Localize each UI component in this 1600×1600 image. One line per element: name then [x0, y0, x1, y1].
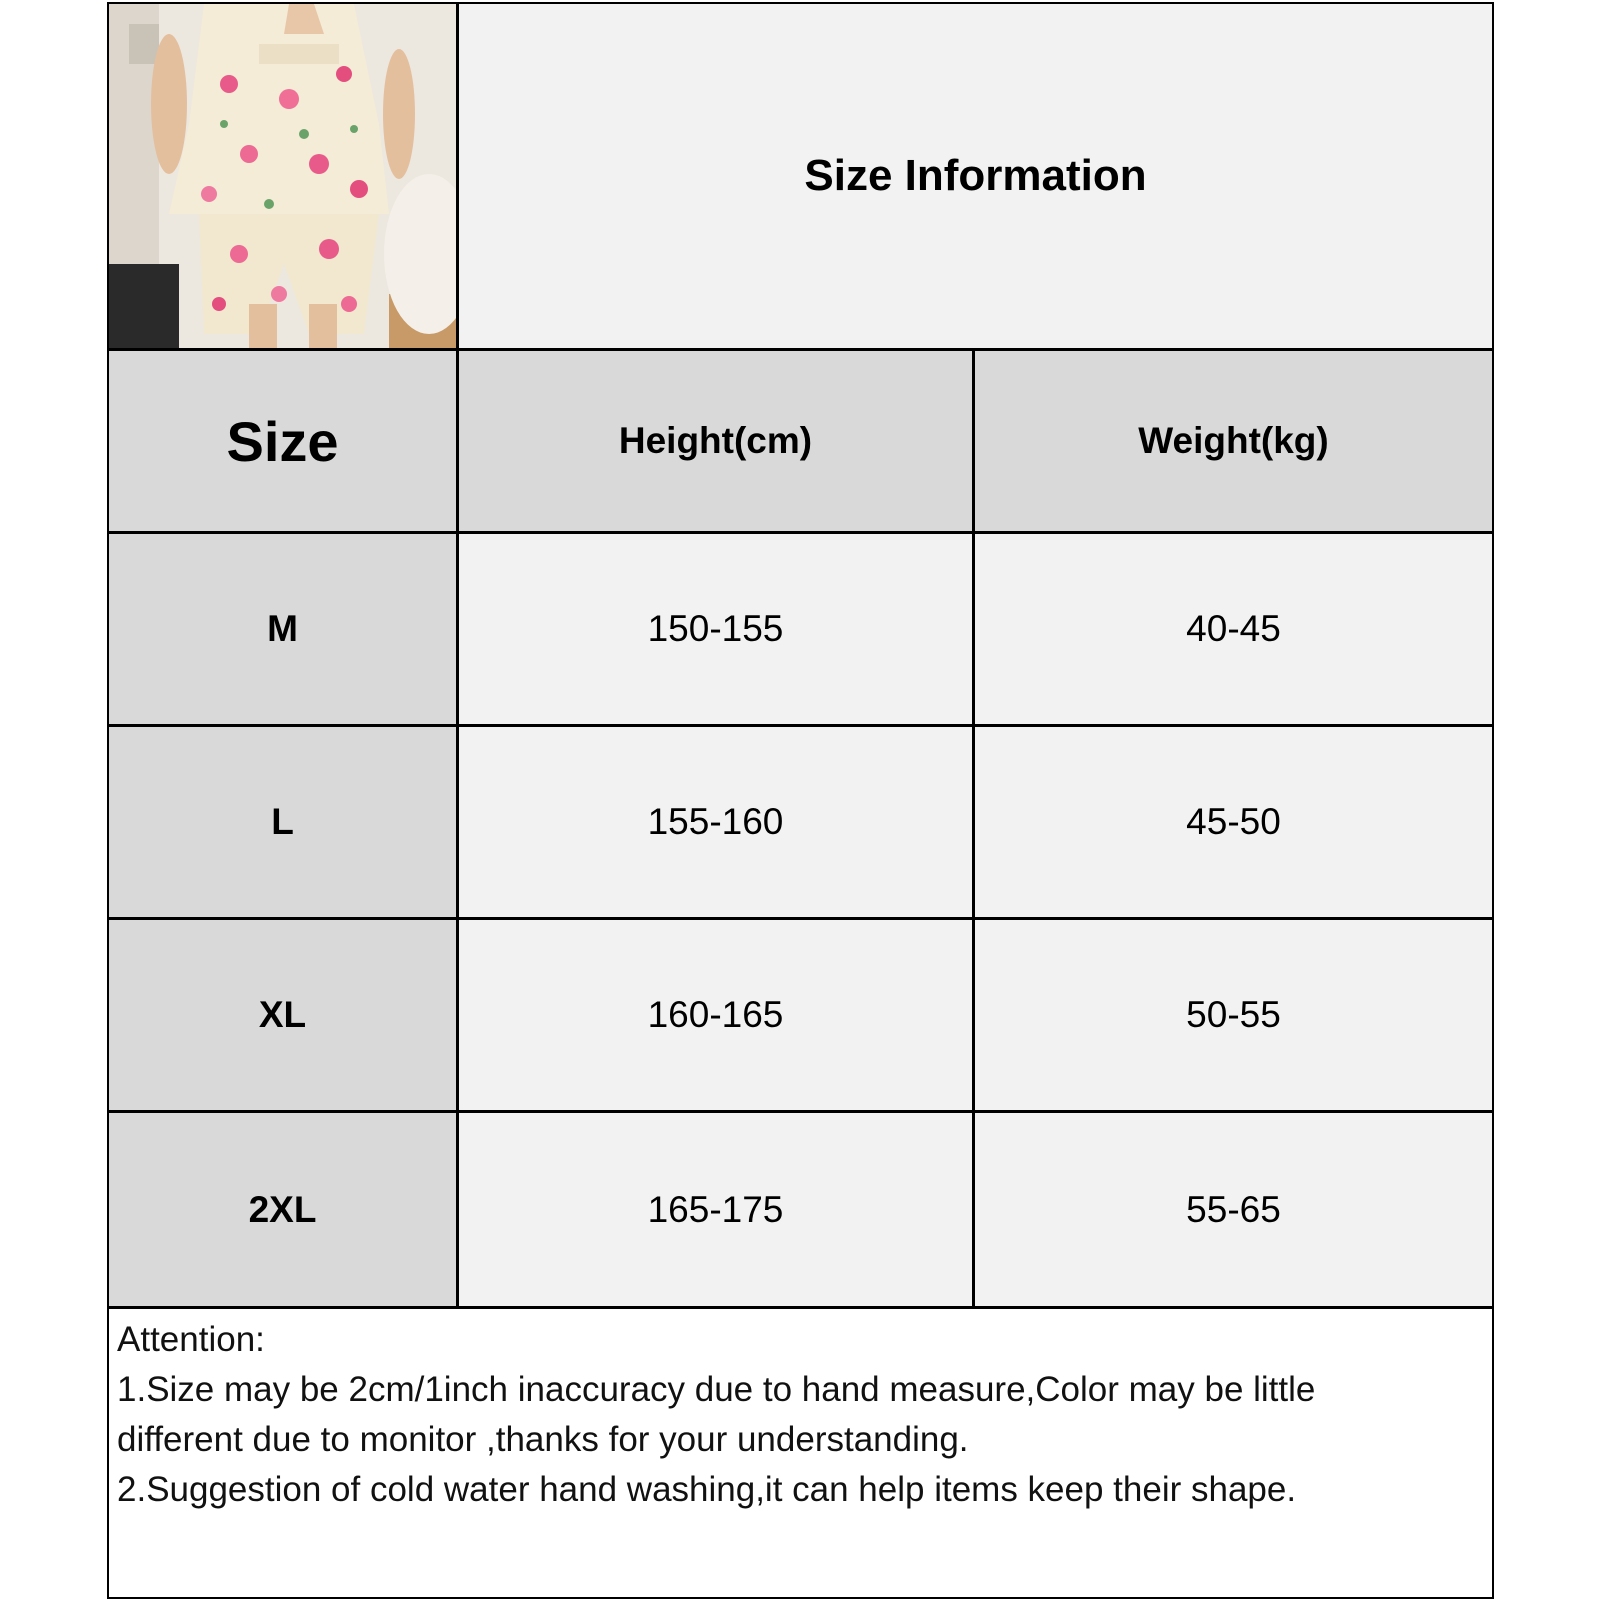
table-row-weight-cell — [975, 534, 1492, 727]
table-row-size-cell — [109, 1113, 459, 1309]
height-value: 160-165 — [647, 994, 784, 1035]
table-row-size-cell — [109, 534, 459, 727]
table-row-size-cell — [109, 920, 459, 1113]
size-chart-sheet — [107, 2, 1494, 1599]
notes-heading: Attention: — [117, 1320, 265, 1359]
column-header-height — [459, 351, 975, 534]
weight-value: 50-55 — [1186, 994, 1281, 1035]
attention-notes — [109, 1309, 1492, 1597]
weight-value: 40-45 — [1186, 608, 1281, 649]
column-header-size — [109, 351, 459, 534]
table-row-height-cell — [459, 920, 975, 1113]
height-value: 150-155 — [647, 608, 784, 649]
height-value: 165-175 — [647, 1188, 784, 1230]
table-row-weight-cell — [975, 727, 1492, 920]
title-cell — [459, 4, 1492, 351]
size-label: L — [271, 801, 294, 842]
table-row-height-cell — [459, 727, 975, 920]
weight-value: 45-50 — [1186, 801, 1281, 842]
table-row-weight-cell — [975, 920, 1492, 1113]
table-row-size-cell — [109, 727, 459, 920]
column-header-weight — [975, 351, 1492, 534]
weight-value: 55-65 — [1186, 1188, 1281, 1230]
notes-line-3: 2.Suggestion of cold water hand washing,it can help items keep their shape. — [117, 1470, 1297, 1509]
notes-line-2: different due to monitor ,thanks for your understanding. — [117, 1420, 969, 1459]
size-label: XL — [258, 994, 307, 1035]
table-row-height-cell — [459, 1113, 975, 1309]
column-header-size-label: Size — [226, 409, 339, 473]
column-header-weight-label: Weight(kg) — [1138, 420, 1329, 461]
size-label: M — [267, 608, 298, 649]
height-value: 155-160 — [647, 801, 784, 842]
size-label: 2XL — [248, 1188, 317, 1230]
table-row-height-cell — [459, 534, 975, 727]
product-photo — [109, 4, 459, 351]
table-row-weight-cell — [975, 1113, 1492, 1309]
product-photo-image — [109, 4, 456, 348]
page-title: Size Information — [804, 151, 1147, 200]
column-header-height-label: Height(cm) — [618, 420, 813, 461]
notes-line-1: 1.Size may be 2cm/1inch inaccuracy due to hand measure,Color may be little — [117, 1370, 1316, 1409]
